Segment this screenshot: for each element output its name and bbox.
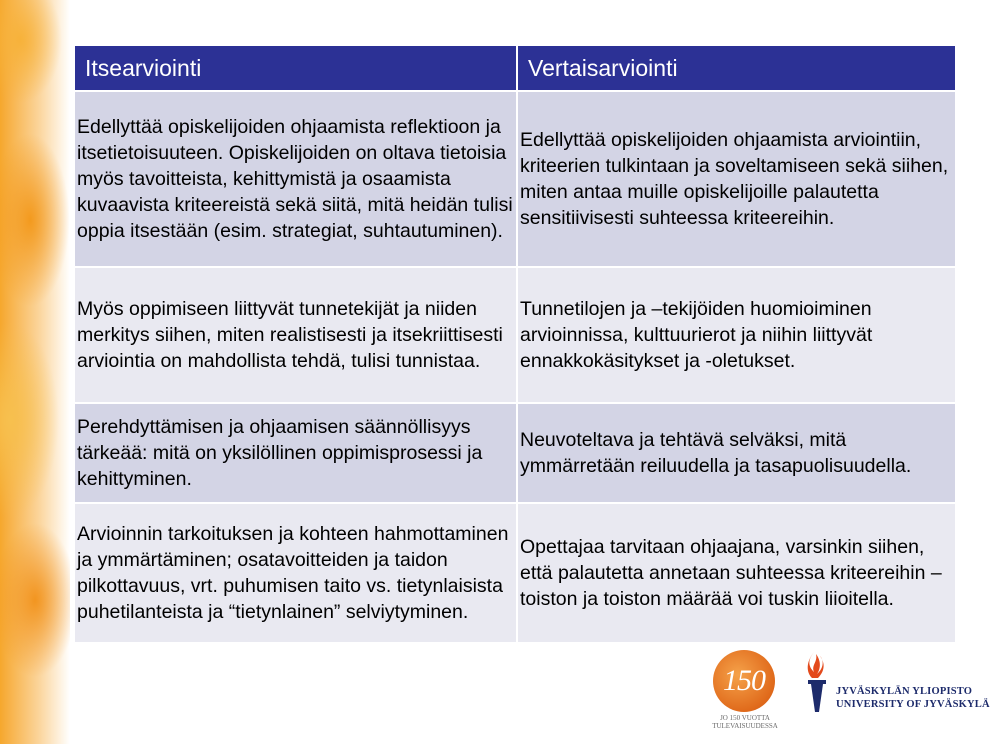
table-row (74, 91, 956, 267)
cell-peer-3: Neuvoteltava ja tehtävä selväksi, mitä ymmärretään reiluudella ja tasapuolisuudella. (517, 403, 956, 503)
table-row (74, 267, 956, 403)
comparison-table (73, 44, 957, 644)
cell-peer-1: Edellyttää opiskelijoiden ohjaamista arviointiin, kriteerien tulkintaan ja soveltamiseen sekä siihen, miten antaa muille opiskelijoille palautetta sensitiivisesti suhteessa kriteereihin. (517, 91, 956, 267)
university-name-fi: JYVÄSKYLÄN YLIOPISTO (836, 686, 973, 697)
cell-self-1: Edellyttää opiskelijoiden ohjaamista reflektioon ja itsetietoisuuteen. Opiskelijoiden on oltava tietoisia myös tavoitteista, kehittymistä ja osaamista kuvaavista kriteereistä sekä siitä, mitä heidän tulisi oppia itsestään (esim. strategiat, suhtautuminen). (74, 91, 517, 267)
anniversary-number: 150 (723, 664, 765, 697)
cell-self-4: Arvioinnin tarkoituksen ja kohteen hahmottaminen ja ymmärtäminen; osatavoitteiden ja taidon pilkottavuus, vrt. puhumisen taito vs. tietynlaisista puhetilanteista ja “tietynlainen” selviytyminen. (74, 503, 517, 643)
anniversary-caption-line-1: JO 150 VUOTTA (720, 714, 770, 722)
table-row (74, 403, 956, 503)
decorative-background (0, 0, 70, 744)
cell-self-2: Myös oppimiseen liittyvät tunnetekijät ja niiden merkitys siihen, miten realistisesti ja itsekriittisesti arviointia on mahdollista tehdä, tulisi tunnistaa. (74, 267, 517, 403)
anniversary-logo (713, 650, 775, 712)
cell-self-3: Perehdyttämisen ja ohjaamisen säännöllisyys tärkeää: mitä on yksilöllinen oppimisprosessi ja kehittyminen. (74, 403, 517, 503)
cell-peer-4: Opettajaa tarvitaan ohjaajana, varsinkin siihen, että palautetta annetaan suhteessa kriteereihin – toiston ja toiston määrää voi tuskin liioitella. (517, 503, 956, 643)
header-peer-assessment: Vertaisarviointi (517, 45, 956, 91)
anniversary-caption-line-2: TULEVAISUUDESSA (712, 722, 778, 730)
anniversary-caption (704, 714, 786, 730)
table-row (74, 503, 956, 643)
header-self-assessment: Itsearviointi (74, 45, 517, 91)
cell-peer-2: Tunnetilojen ja –tekijöiden huomioiminen arvioinnissa, kulttuurierot ja niihin liittyvät ennakkokäsitykset ja -oletukset. (517, 267, 956, 403)
torch-icon (800, 650, 832, 714)
university-name-en: UNIVERSITY OF JYVÄSKYLÄ (836, 699, 990, 710)
table-header-row (74, 45, 956, 91)
